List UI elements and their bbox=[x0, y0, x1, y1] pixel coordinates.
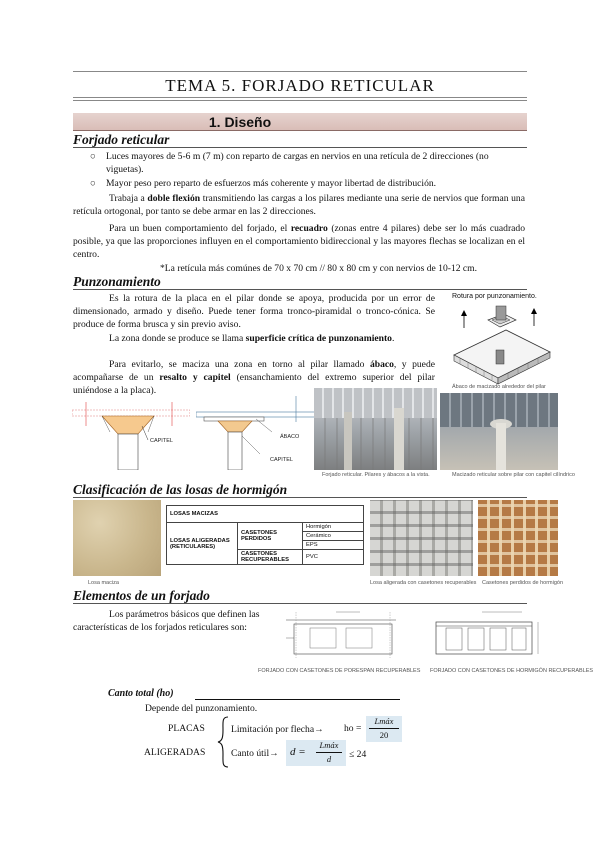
table-cell: Hormigón bbox=[303, 523, 364, 532]
heading-elementos: Elementos de un forjado bbox=[73, 588, 210, 603]
photo-casetones-recuperables bbox=[370, 500, 473, 576]
forjado-section-diagram-1 bbox=[276, 606, 406, 664]
photo1-caption: Forjado reticular. Pilares y ábacos a la vista. bbox=[322, 472, 430, 478]
table-cell: CASETONES RECUPERABLES bbox=[238, 550, 303, 565]
forjado-section-diagram-2 bbox=[422, 606, 542, 664]
photo-caption-2: Losa aligerada con casetones recuperables bbox=[370, 580, 477, 586]
d-numerator: Lmáx bbox=[319, 740, 339, 750]
d-equation-label: d = bbox=[290, 746, 306, 758]
photo-casetones-perdidos bbox=[478, 500, 558, 576]
list-item: ○ Luces mayores de 5-6 m (7 m) con reparto de cargas en nervios en una retícula de 2 direcciones (no viguetas). bbox=[90, 151, 489, 175]
canto-heading: Canto total (ho) bbox=[108, 688, 174, 699]
label-aligeradas: ALIGERADAS bbox=[144, 747, 206, 758]
photo-losa-maciza bbox=[73, 500, 161, 576]
losa-maciza-caption: Losa maciza bbox=[88, 580, 119, 586]
losas-table bbox=[166, 505, 364, 565]
capitel-diagram-1 bbox=[72, 392, 190, 470]
section-band bbox=[73, 113, 527, 131]
diagram1-caption: FORJADO CON CASETONES DE PORESPAN RECUPERABLES bbox=[258, 668, 421, 674]
reticula-note: *La retícula más comúnes de 70 x 70 cm // 80 x 80 cm y con nervios de 10-12 cm. bbox=[160, 263, 478, 274]
paragraph-recuadro: Para un buen comportamiento del forjado, el recuadro (zonas entre 4 pilares) debe ser lo más cuadrado posible, ya que las proporciones influyen en el comportamiento bidireccional y las mayores flechas se localizan en el centro. bbox=[73, 223, 525, 260]
d-limit: ≤ 24 bbox=[349, 749, 367, 760]
photo-capitel-cilindrico bbox=[440, 393, 558, 470]
d-fraction-line bbox=[316, 752, 342, 753]
punching-figure-caption: Ábaco de macizado alrededor del pilar bbox=[452, 384, 546, 390]
ho-equation-label: ho = bbox=[344, 723, 362, 734]
table-cell: Cerámico bbox=[303, 532, 364, 541]
photo-reticular-pillars bbox=[314, 388, 437, 470]
bullet-list bbox=[90, 150, 520, 190]
table-cell: LOSAS ALIGERADAS (RETICULARES) bbox=[167, 523, 238, 565]
paragraph-doble-flexion: Trabaja a doble flexión transmitiendo las cargas a los pilares mediante una serie de nervios que forman una retícula ortogonal, por tanto se debe armar en las 2 direcciones. bbox=[73, 193, 525, 217]
punching-figure-title: Rotura por punzonamiento. bbox=[452, 293, 537, 300]
label-abaco: ÁBACO bbox=[280, 434, 300, 440]
heading-clasificacion: Clasificación de las losas de hormigón bbox=[73, 482, 288, 497]
punching-failure-diagram bbox=[446, 300, 556, 388]
section-title: 1. Diseño bbox=[208, 114, 272, 130]
page-title: TEMA 5. FORJADO RETICULAR bbox=[165, 76, 435, 95]
heading-forjado-reticular: Forjado reticular bbox=[73, 132, 170, 147]
photo-caption-3: Casetones perdidos de hormigón bbox=[482, 580, 564, 586]
label-capitel-1: CAPITEL bbox=[150, 438, 173, 444]
paragraph-punz-1: Es la rotura de la placa en el pilar donde se apoya, producida por un error de dimensionado, armado y diseño. Puede tener forma tronco-piramidal o tronco-cónica. Se produce de forma brusca y sin previo aviso. bbox=[73, 293, 435, 330]
label-placas: PLACAS bbox=[168, 723, 205, 734]
ho-numerator: Lmáx bbox=[374, 716, 394, 726]
ho-denominator: 20 bbox=[379, 730, 389, 740]
ho-fraction-line bbox=[369, 728, 399, 729]
table-cell: LOSAS MACIZAS bbox=[167, 506, 364, 523]
elementos-text: Los parámetros básicos que definen las características de los forjados reticulares son: bbox=[73, 609, 260, 633]
table-cell: CASETONES PERDIDOS bbox=[238, 523, 303, 550]
canto-underline bbox=[195, 699, 400, 700]
curly-brace bbox=[216, 716, 230, 768]
label-capitel-2: CAPITEL bbox=[270, 457, 293, 463]
table-cell: EPS bbox=[303, 541, 364, 550]
capitel-abaco-diagram bbox=[196, 392, 320, 470]
photo2-caption: Macizado reticular sobre pilar con capitel cilíndrico bbox=[452, 472, 575, 478]
limitacion-flecha: Limitación por flecha→ bbox=[231, 724, 324, 735]
canto-util: Canto útil→ bbox=[231, 748, 279, 759]
canto-depends: Depende del punzonamiento. bbox=[145, 703, 258, 714]
d-denominator: d bbox=[326, 754, 332, 764]
list-item: ○ Mayor peso pero reparto de esfuerzos más coherente y mayor libertad de distribución. bbox=[90, 178, 437, 189]
diagram2-caption: FORJADO CON CASETONES DE HORMIGÓN RECUPERABLES bbox=[430, 668, 594, 674]
paragraph-punz-3: Para evitarlo, se maciza una zona en torno al pilar llamado ábaco, y puede acompañarse de un resalto y capitel (ensanchamiento del extremo superior del pilar uniéndose a la placa). bbox=[73, 359, 435, 396]
table-cell: PVC bbox=[303, 550, 364, 565]
heading-punzonamiento: Punzonamiento bbox=[73, 274, 161, 289]
paragraph-punz-2: La zona donde se produce se llama superficie crítica de punzonamiento. bbox=[109, 333, 395, 344]
